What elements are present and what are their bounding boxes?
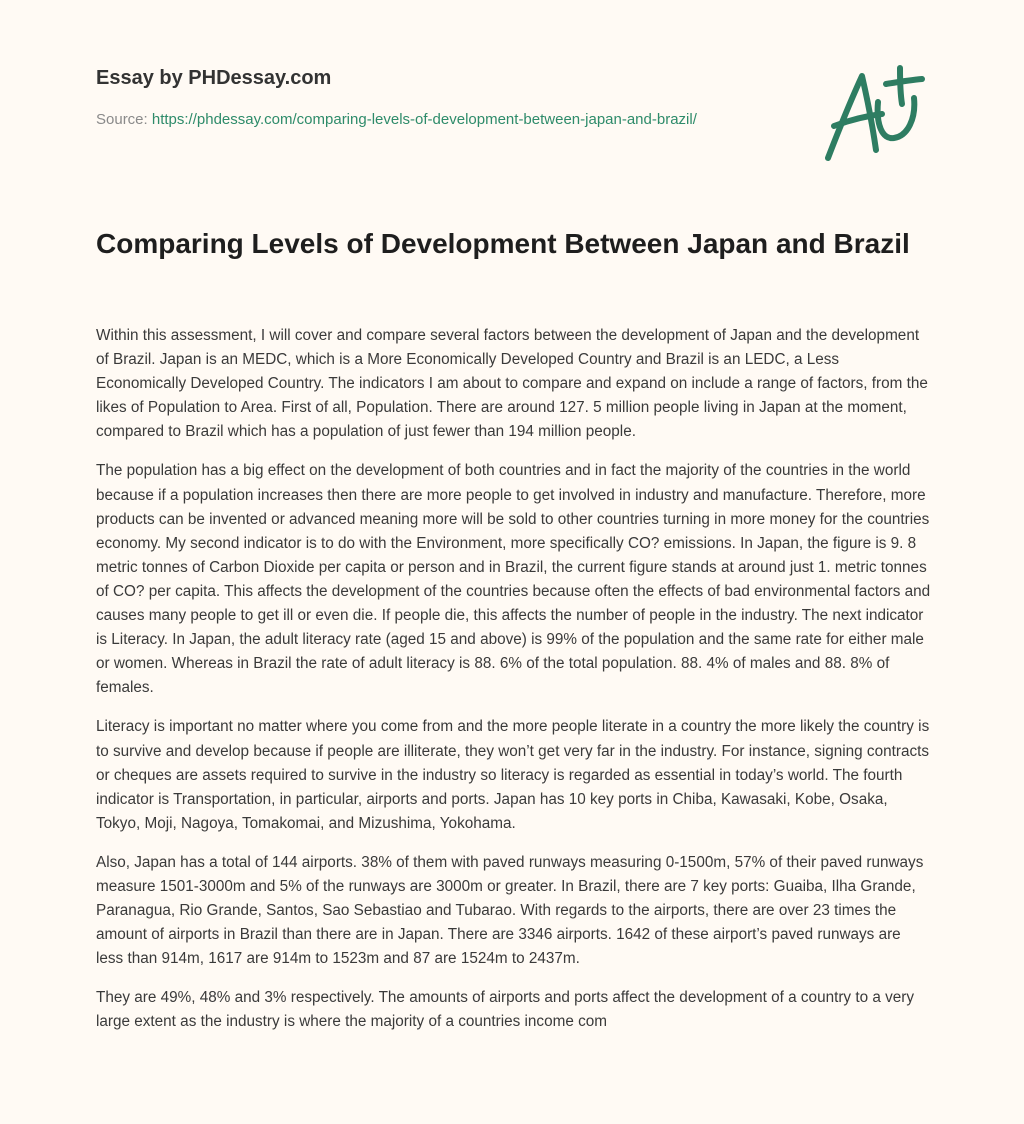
essay-header — [96, 64, 736, 132]
paragraph: Also, Japan has a total of 144 airports. 38% of them with paved runways measuring 0-1500m, 57% of their paved runways measure 1501-3000m and 5% of the runways are 3000m or greater. In Brazil, there are 7 key ports: Guaiba, Ilha Grande, Paranagua, Rio Grande, Santos, Sao Sebastiao and Tubarao. With regards to the airports, there are over 23 times the amount of airports in Brazil than there are in Japan. There are 3346 airports. 1642 of these airport’s paved runways are less than 914m, 1617 are 914m to 1523m and 87 are 1524m to 2437m. — [96, 853, 924, 968]
article-title: Comparing Levels of Development Between Japan and Brazil — [96, 228, 910, 259]
paragraph: They are 49%, 48% and 3% respectively. The amounts of airports and ports affect the development of a country to a very large extent as the industry is where the majority of a countries income com — [96, 989, 914, 1031]
article-body — [96, 324, 932, 1050]
a-plus-logo-icon — [820, 62, 930, 167]
paragraph: Within this assessment, I will cover and compare several factors between the development of Japan and the development of Brazil. Japan is an MEDC, which is a More Economically Developed Country and Brazil is an LEDC, a Less Economically Developed Country. The indicators I am about to compare and expand on include a range of factors, from the likes of Population to Area. First of all, Population. There are around 127. 5 million people living in Japan at the moment, compared to Brazil which has a population of just fewer than 194 million people. — [96, 327, 928, 441]
source-link[interactable]: https://phdessay.com/comparing-levels-of-development-between-japan-and-brazil/ — [151, 111, 697, 128]
paragraph: Literacy is important no matter where you come from and the more people literate in a country the more likely the country is to survive and develop because if people are illiterate, they won’t get very far in the industry. For instance, signing contracts or cheques are assets required to survive in the industry so literacy is regarded as essential in today’s world. The fourth indicator is Transportation, in particular, airports and ports. Japan has 10 key ports in Chiba, Kawasaki, Kobe, Osaka, Tokyo, Moji, Nagoya, Tomakomai, and Mizushima, Yokohama. — [96, 718, 930, 832]
paragraph: The population has a big effect on the development of both countries and in fact the majority of the countries in the world because if a population increases then there are more people to get involved in industry and manufacture. Therefore, more products can be invented or advanced meaning more will be sold to other countries turning in more money for the countries economy. My second indicator is to do with the Environment, more specifically CO? emissions. In Japan, the figure is 9. 8 metric tonnes of Carbon Dioxide per capita or person and in Brazil, the current figure stands at around just 1. metric tonnes of CO? per capita. This affects the development of the countries because often the effects of bad environmental factors and causes many people to get ill or even die. If people die, this affects the number of people in the industry. The next indicator is Literacy. In Japan, the adult literacy rate (aged 15 and above) is 99% of the population and the same rate for either male or women. Whereas in Brazil the rate of adult literacy is 88. 6% of the total population. 88. 4% of males and 88. 8% of females. — [96, 462, 931, 697]
brand-name: Essay by PHDessay.com — [96, 67, 332, 89]
source-line — [96, 108, 726, 132]
source-label: Source: — [96, 111, 152, 128]
